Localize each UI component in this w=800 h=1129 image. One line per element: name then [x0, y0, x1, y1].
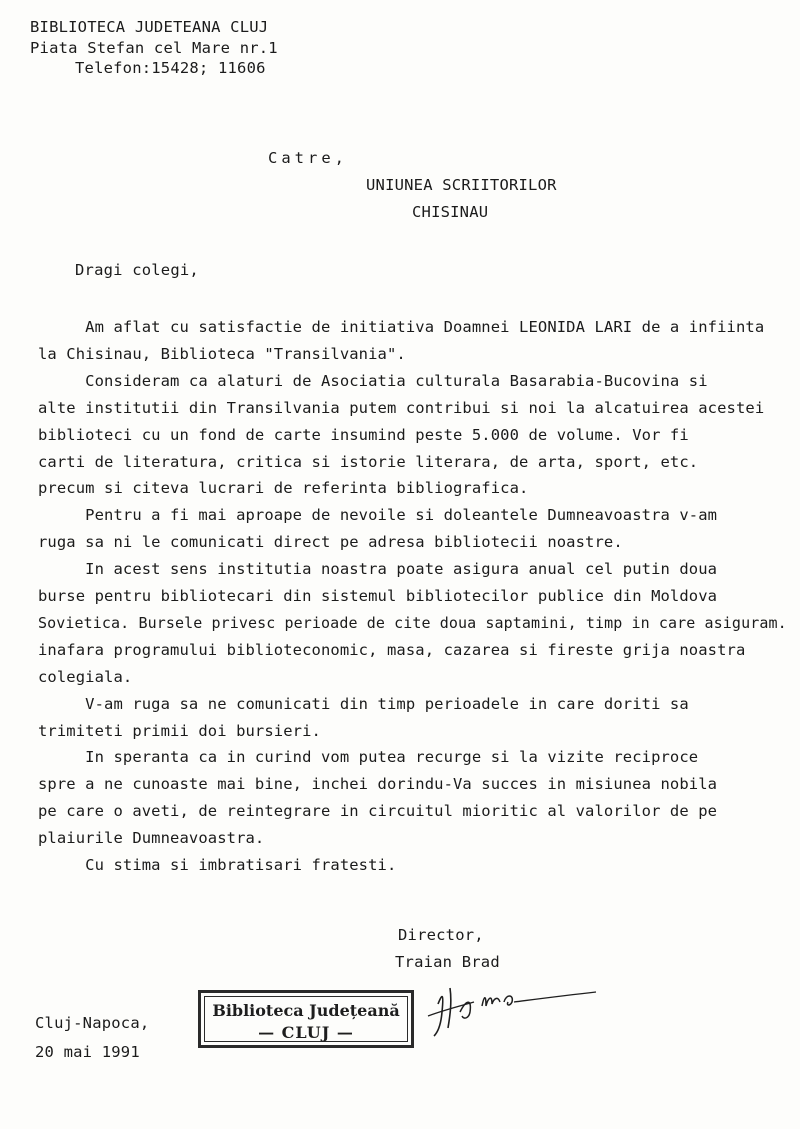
body-line: Consideram ca alaturi de Asociatia culturala Basarabia-Bucovina si — [38, 371, 708, 390]
letterhead-phone: Telefon:15428; 11606 — [75, 59, 266, 77]
library-stamp — [198, 990, 414, 1048]
stamp-line-2: — CLUJ — — [258, 1023, 354, 1042]
body-line: biblioteci cu un fond de carte insumind peste 5.000 de volume. Vor fi — [38, 425, 689, 444]
body-line: precum si citeva lucrari de referinta bibliografica. — [38, 479, 529, 498]
signoff-title: Director, — [398, 926, 484, 944]
body-line: In acest sens institutia noastra poate asigura anual cel putin doua — [38, 560, 718, 579]
body-line: Sovietica. Bursele privesc perioade de cite doua saptamini, timp in care asiguram. — [38, 613, 787, 632]
recipient-to: Catre, — [268, 149, 348, 167]
salutation: Dragi colegi, — [75, 261, 199, 279]
body-line: Pentru a fi mai aproape de nevoile si doleantele Dumneavoastra v-am — [38, 506, 718, 525]
body-line: burse pentru bibliotecari din sistemul bibliotecilor publice din Moldova — [38, 587, 718, 605]
body-line: Am aflat cu satisfactie de initiativa Doamnei LEONIDA LARI de a infiinta — [38, 318, 765, 336]
date: 20 mai 1991 — [35, 1043, 140, 1061]
body-line: pe care o aveti, de reintegrare in circuitul mioritic al valorilor de pe — [38, 802, 718, 821]
recipient-city: CHISINAU — [412, 203, 489, 221]
body-line: ruga sa ni le comunicati direct pe adresa bibliotecii noastre. — [38, 533, 623, 552]
body-line: la Chisinau, Biblioteca "Transilvania". — [38, 344, 406, 363]
letterhead-address: Piata Stefan cel Mare nr.1 — [30, 39, 278, 57]
letterhead-institution: BIBLIOTECA JUDETEANA CLUJ — [30, 18, 269, 36]
body-line: V-am ruga sa ne comunicati din timp perioadele in care doriti sa — [38, 694, 689, 713]
body-line: inafara programului biblioteconomic, masa, cazarea si fireste grija noastra — [38, 640, 746, 659]
place: Cluj-Napoca, — [35, 1014, 150, 1032]
body-line: trimiteti primii doi bursieri. — [38, 721, 321, 740]
body-line: plaiurile Dumneavoastra. — [38, 829, 265, 848]
body-line: alte institutii din Transilvania putem contribui si noi la alcatuirea acestei — [38, 398, 765, 417]
body-line: In speranta ca in curind vom putea recurge si la vizite reciproce — [38, 748, 699, 767]
body-line: carti de literatura, critica si istorie literara, de arta, sport, etc. — [38, 452, 699, 471]
handwritten-signature — [420, 972, 600, 1042]
body-line: Cu stima si imbratisari fratesti. — [38, 856, 397, 874]
body-line: spre a ne cunoaste mai bine, inchei dorindu-Va succes in misiunea nobila — [38, 775, 718, 794]
signoff-name: Traian Brad — [395, 953, 500, 971]
body-line: colegiala. — [38, 667, 133, 686]
stamp-line-1: Biblioteca Județeană — [212, 1001, 400, 1020]
recipient-org: UNIUNEA SCRIITORILOR — [366, 176, 557, 194]
